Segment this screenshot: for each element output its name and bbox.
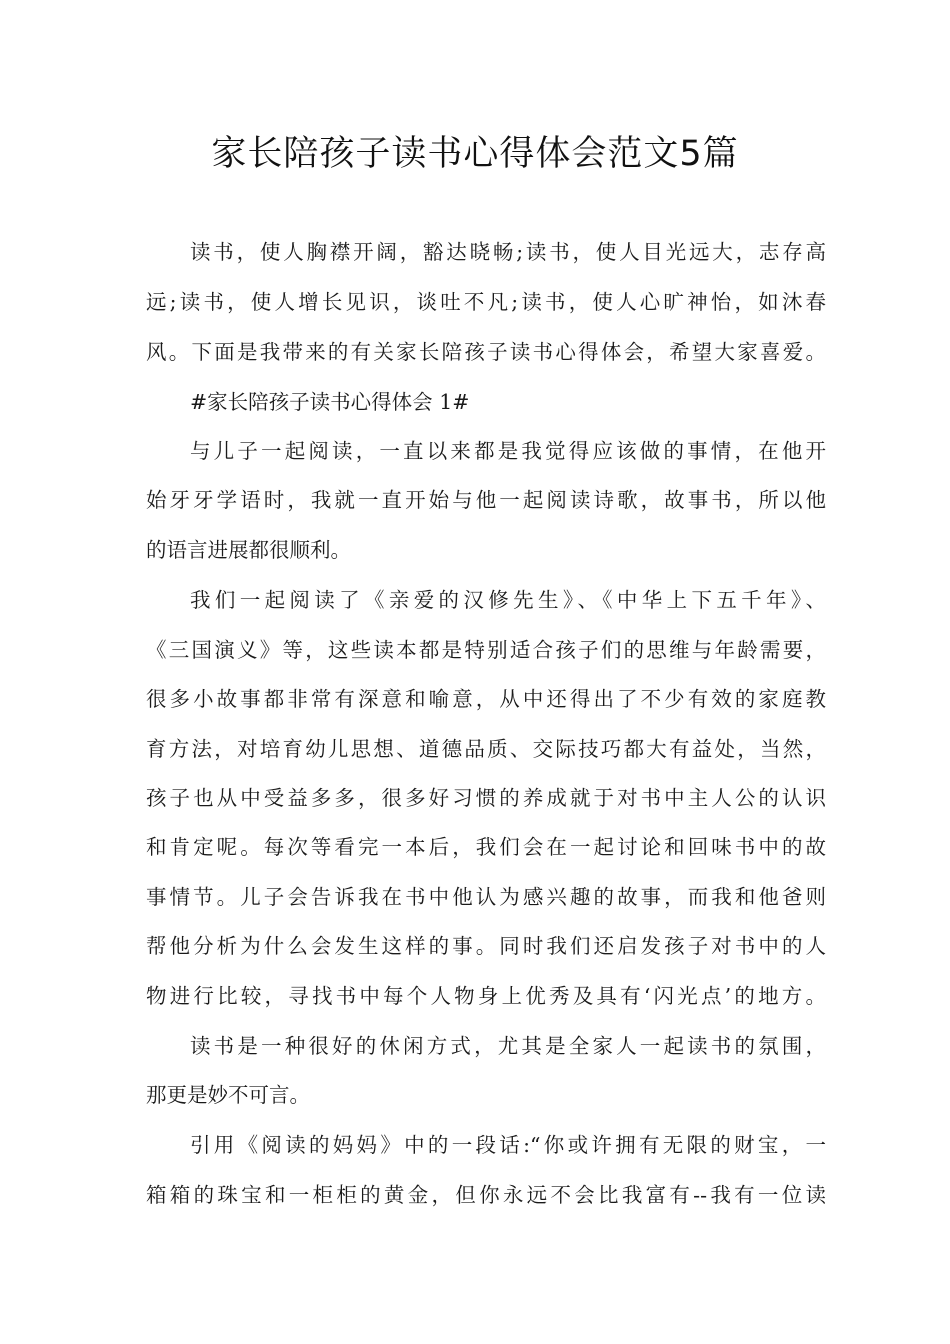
paragraph-line: 很多小故事都非常有深意和喻意，从中还得出了不少有效的家庭教 [146,687,826,711]
paragraph-line: 始牙牙学语时，我就一直开始与他一起阅读诗歌，故事书，所以他 [146,488,826,512]
paragraph-line: 帮他分析为什么会发生这样的事。同时我们还启发孩子对书中的人 [146,934,826,958]
paragraph-line: 物进行比较，寻找书中每个人物身上优秀及具有‘闪光点’的地方。 [146,984,826,1008]
paragraph-line: 和肯定呢。每次等看完一本后，我们会在一起讨论和回味书中的故 [146,835,826,859]
paragraph-line: 事情节。儿子会告诉我在书中他认为感兴趣的故事，而我和他爸则 [146,885,826,909]
section-heading: #家长陪孩子读书心得体会 1# [190,390,470,414]
paragraph-line: 我们一起阅读了《亲爱的汉修先生》、《中华上下五千年》、 [190,588,826,612]
paragraph-line: 与儿子一起阅读，一直以来都是我觉得应该做的事情，在他开 [190,439,826,463]
paragraph-line: 引用《阅读的妈妈》中的一段话:“你或许拥有无限的财宝，一 [190,1133,826,1157]
paragraph-line: 的语言进展都很顺利。 [146,538,351,562]
paragraph-line: 那更是妙不可言。 [146,1083,310,1107]
paragraph-line: 育方法，对培育幼儿思想、道德品质、交际技巧都大有益处，当然， [146,737,826,761]
document-title: 家长陪孩子读书心得体会范文5篇 [211,134,739,174]
paragraph-line: 读书，使人胸襟开阔，豁达晓畅;读书，使人目光远大，志存高 [190,240,826,264]
paragraph-line: 箱箱的珠宝和一柜柜的黄金，但你永远不会比我富有--我有一位读 [146,1183,826,1207]
paragraph-line: 风。下面是我带来的有关家长陪孩子读书心得体会，希望大家喜爱。 [146,340,826,364]
paragraph-line: 孩子也从中受益多多，很多好习惯的养成就于对书中主人公的认识 [146,786,826,810]
paragraph-line: 《三国演义》等，这些读本都是特别适合孩子们的思维与年龄需要， [146,638,826,662]
paragraph-line: 远;读书，使人增长见识，谈吐不凡;读书，使人心旷神怡，如沐春 [146,290,826,314]
paragraph-line: 读书是一种很好的休闲方式，尤其是全家人一起读书的氛围， [190,1034,826,1058]
